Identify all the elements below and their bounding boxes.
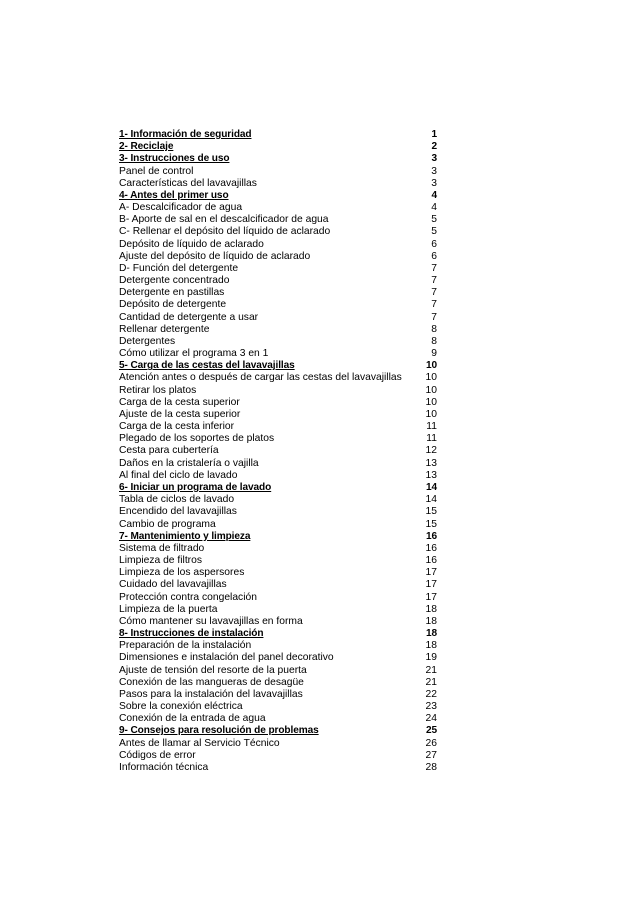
toc-entry-title: Retirar los platos xyxy=(119,384,197,396)
toc-entry-page-number: 3 xyxy=(431,153,437,165)
toc-entry-title: 3- Instrucciones de uso xyxy=(119,153,230,165)
toc-entry-title: Sobre la conexión eléctrica xyxy=(119,701,243,713)
toc-entry-title: 4- Antes del primer uso xyxy=(119,189,229,201)
toc-entry-page-number: 12 xyxy=(425,445,437,457)
toc-entry-page-number: 7 xyxy=(431,275,437,287)
toc-entry-page-number: 10 xyxy=(425,360,437,372)
toc-entry-page-number: 19 xyxy=(425,652,437,664)
toc-entry xyxy=(119,226,437,238)
toc-entry-title: Códigos de error xyxy=(119,749,196,761)
toc-entry-title: 2- Reciclaje xyxy=(119,141,174,153)
toc-entry-title: Conexión de las mangueras de desagüe xyxy=(119,676,304,688)
toc-entry-page-number: 8 xyxy=(431,323,437,335)
toc-entry-page-number: 13 xyxy=(425,469,437,481)
toc-entry-page-number: 7 xyxy=(431,287,437,299)
toc-entry-page-number: 22 xyxy=(425,688,437,700)
toc-entry xyxy=(119,251,437,263)
toc-entry-page-number: 10 xyxy=(425,408,437,420)
toc-entry-page-number: 11 xyxy=(426,433,437,445)
toc-entry-page-number: 4 xyxy=(431,202,437,214)
toc-entry xyxy=(119,287,437,299)
toc-entry xyxy=(119,750,437,762)
toc-entry-title: Detergente concentrado xyxy=(119,275,230,287)
toc-entry-page-number: 18 xyxy=(425,615,437,627)
toc-entry-page-number: 17 xyxy=(425,591,437,603)
toc-entry-page-number: 2 xyxy=(431,141,437,153)
toc-entry-page-number: 17 xyxy=(425,567,437,579)
toc-entry-page-number: 1 xyxy=(431,129,437,140)
toc-entry xyxy=(119,445,437,457)
toc-entry-page-number: 6 xyxy=(431,250,437,262)
toc-entry xyxy=(119,336,437,348)
toc-entry-title: Antes de llamar al Servicio Técnico xyxy=(119,737,280,749)
toc-entry-title: Tabla de ciclos de lavado xyxy=(119,494,235,506)
toc-entry xyxy=(119,421,437,433)
toc-entry-page-number: 26 xyxy=(425,737,437,749)
toc-entry-page-number: 21 xyxy=(425,664,437,676)
toc-entry-title: Plegado de los soportes de platos xyxy=(119,433,275,445)
toc-section-heading xyxy=(119,482,437,494)
toc-entry-page-number: 9 xyxy=(431,348,437,360)
toc-entry-title: Carga de la cesta inferior xyxy=(119,421,235,433)
toc-entry-title: Depósito de líquido de aclarado xyxy=(119,238,264,250)
toc-entry-title: Limpieza de la puerta xyxy=(119,603,218,615)
toc-entry-page-number: 10 xyxy=(425,396,437,408)
toc-entry xyxy=(119,397,437,409)
toc-entry-title: Detergente en pastillas xyxy=(119,287,225,299)
toc-entry-title: Cómo mantener su lavavajillas en forma xyxy=(119,615,303,627)
toc-entry xyxy=(119,372,437,384)
toc-entry-page-number: 23 xyxy=(425,701,437,713)
toc-entry-page-number: 16 xyxy=(425,530,437,542)
toc-entry xyxy=(119,239,437,251)
toc-entry-title: C- Rellenar el depósito del líquido de aclarado xyxy=(119,226,331,238)
toc-entry-title: Ajuste del depósito de líquido de aclarado xyxy=(119,250,311,262)
toc-entry-title: Ajuste de la cesta superior xyxy=(119,408,241,420)
toc-entry-title: 6- Iniciar un programa de lavado xyxy=(119,481,272,493)
toc-entry-page-number: 24 xyxy=(425,713,437,725)
toc-entry-title: A- Descalcificador de agua xyxy=(119,202,243,214)
toc-entry-page-number: 5 xyxy=(431,214,437,226)
toc-entry-page-number: 16 xyxy=(425,542,437,554)
toc-entry-title: B- Aporte de sal en el descalcificador de agua xyxy=(119,214,329,226)
toc-entry-page-number: 27 xyxy=(425,749,437,761)
toc-entry-page-number: 18 xyxy=(425,603,437,615)
toc-entry xyxy=(119,604,437,616)
toc-entry-page-number: 7 xyxy=(431,311,437,323)
toc-entry-title: Características del lavavajillas xyxy=(119,177,257,189)
toc-entry-title: Atención antes o después de cargar las cestas del lavavajillas xyxy=(119,372,402,384)
toc-entry-title: Sistema de filtrado xyxy=(119,542,205,554)
toc-entry-title: Cambio de programa xyxy=(119,518,216,530)
toc-entry xyxy=(119,701,437,713)
toc-entry-page-number: 11 xyxy=(426,421,437,433)
toc-entry xyxy=(119,433,437,445)
toc-entry-page-number: 3 xyxy=(431,177,437,189)
toc-entry-page-number: 16 xyxy=(425,555,437,567)
toc-entry-title: Protección contra congelación xyxy=(119,591,257,603)
toc-entry xyxy=(119,677,437,689)
toc-entry xyxy=(119,299,437,311)
toc-entry xyxy=(119,506,437,518)
table-of-contents xyxy=(119,129,437,774)
toc-entry-page-number: 21 xyxy=(425,676,437,688)
toc-entry-title: Cesta para cubertería xyxy=(119,445,219,457)
toc-entry-page-number: 18 xyxy=(425,628,437,640)
toc-entry xyxy=(119,579,437,591)
toc-entry xyxy=(119,263,437,275)
toc-entry-title: Rellenar detergente xyxy=(119,323,210,335)
toc-entry xyxy=(119,665,437,677)
toc-section-heading xyxy=(119,129,437,141)
toc-entry-title: Depósito de detergente xyxy=(119,299,227,311)
toc-entry-page-number: 15 xyxy=(425,518,437,530)
toc-entry-page-number: 28 xyxy=(425,761,437,773)
toc-entry xyxy=(119,348,437,360)
toc-entry xyxy=(119,519,437,531)
toc-entry-page-number: 10 xyxy=(425,372,437,384)
toc-entry xyxy=(119,543,437,555)
toc-section-heading xyxy=(119,141,437,153)
toc-entry-page-number: 15 xyxy=(425,506,437,518)
toc-entry xyxy=(119,312,437,324)
toc-entry-page-number: 6 xyxy=(431,238,437,250)
toc-entry-title: Limpieza de filtros xyxy=(119,555,202,567)
toc-entry-page-number: 7 xyxy=(431,262,437,274)
toc-entry-title: Cómo utilizar el programa 3 en 1 xyxy=(119,348,269,360)
toc-entry-title: D- Función del detergente xyxy=(119,262,239,274)
toc-entry xyxy=(119,324,437,336)
toc-entry xyxy=(119,214,437,226)
toc-section-heading xyxy=(119,628,437,640)
toc-entry-title: 1- Información de seguridad xyxy=(119,129,252,140)
toc-entry xyxy=(119,458,437,470)
toc-entry-title: Carga de la cesta superior xyxy=(119,396,240,408)
toc-entry-page-number: 14 xyxy=(425,481,437,493)
toc-entry xyxy=(119,652,437,664)
toc-section-heading xyxy=(119,153,437,165)
toc-entry-page-number: 10 xyxy=(425,384,437,396)
toc-entry-title: Dimensiones e instalación del panel decorativo xyxy=(119,652,334,664)
toc-entry-title: Daños en la cristalería o vajilla xyxy=(119,457,259,469)
toc-entry xyxy=(119,470,437,482)
toc-entry-page-number: 4 xyxy=(431,189,437,201)
toc-entry-page-number: 17 xyxy=(425,579,437,591)
toc-entry xyxy=(119,713,437,725)
toc-section-heading xyxy=(119,725,437,737)
toc-section-heading xyxy=(119,360,437,372)
toc-entry-page-number: 8 xyxy=(431,335,437,347)
toc-entry-title: Conexión de la entrada de agua xyxy=(119,713,266,725)
toc-entry-title: Panel de control xyxy=(119,165,194,177)
toc-entry xyxy=(119,592,437,604)
toc-entry xyxy=(119,202,437,214)
toc-entry xyxy=(119,616,437,628)
toc-entry-title: Detergentes xyxy=(119,335,176,347)
toc-entry xyxy=(119,275,437,287)
toc-entry xyxy=(119,494,437,506)
toc-entry-page-number: 13 xyxy=(425,457,437,469)
toc-entry xyxy=(119,567,437,579)
toc-entry xyxy=(119,689,437,701)
toc-section-heading xyxy=(119,531,437,543)
toc-entry-page-number: 25 xyxy=(425,725,437,737)
toc-entry-title: 5- Carga de las cestas del lavavajillas xyxy=(119,360,295,372)
toc-entry xyxy=(119,385,437,397)
toc-section-heading xyxy=(119,190,437,202)
toc-entry xyxy=(119,409,437,421)
toc-entry xyxy=(119,555,437,567)
toc-entry xyxy=(119,762,437,774)
toc-entry-title: Limpieza de los aspersores xyxy=(119,567,245,579)
toc-entry-page-number: 7 xyxy=(431,299,437,311)
toc-entry-title: Preparación de la instalación xyxy=(119,640,252,652)
toc-entry-title: Cuidado del lavavajillas xyxy=(119,579,227,591)
toc-entry-title: Encendido del lavavajillas xyxy=(119,506,237,518)
toc-entry-title: Al final del ciclo de lavado xyxy=(119,469,238,481)
toc-entry xyxy=(119,178,437,190)
toc-entry-page-number: 5 xyxy=(431,226,437,238)
toc-entry-title: Pasos para la instalación del lavavajillas xyxy=(119,688,303,700)
toc-entry xyxy=(119,640,437,652)
toc-entry-title: Cantidad de detergente a usar xyxy=(119,311,259,323)
toc-entry-page-number: 18 xyxy=(425,640,437,652)
toc-entry-title: Información técnica xyxy=(119,761,209,773)
toc-entry-title: 8- Instrucciones de instalación xyxy=(119,628,264,640)
toc-entry-title: 7- Mantenimiento y limpieza xyxy=(119,530,251,542)
toc-entry xyxy=(119,738,437,750)
toc-entry-title: 9- Consejos para resolución de problemas xyxy=(119,725,319,737)
toc-entry-title: Ajuste de tensión del resorte de la puerta xyxy=(119,664,307,676)
toc-entry-page-number: 14 xyxy=(425,494,437,506)
toc-entry xyxy=(119,166,437,178)
toc-entry-page-number: 3 xyxy=(431,165,437,177)
